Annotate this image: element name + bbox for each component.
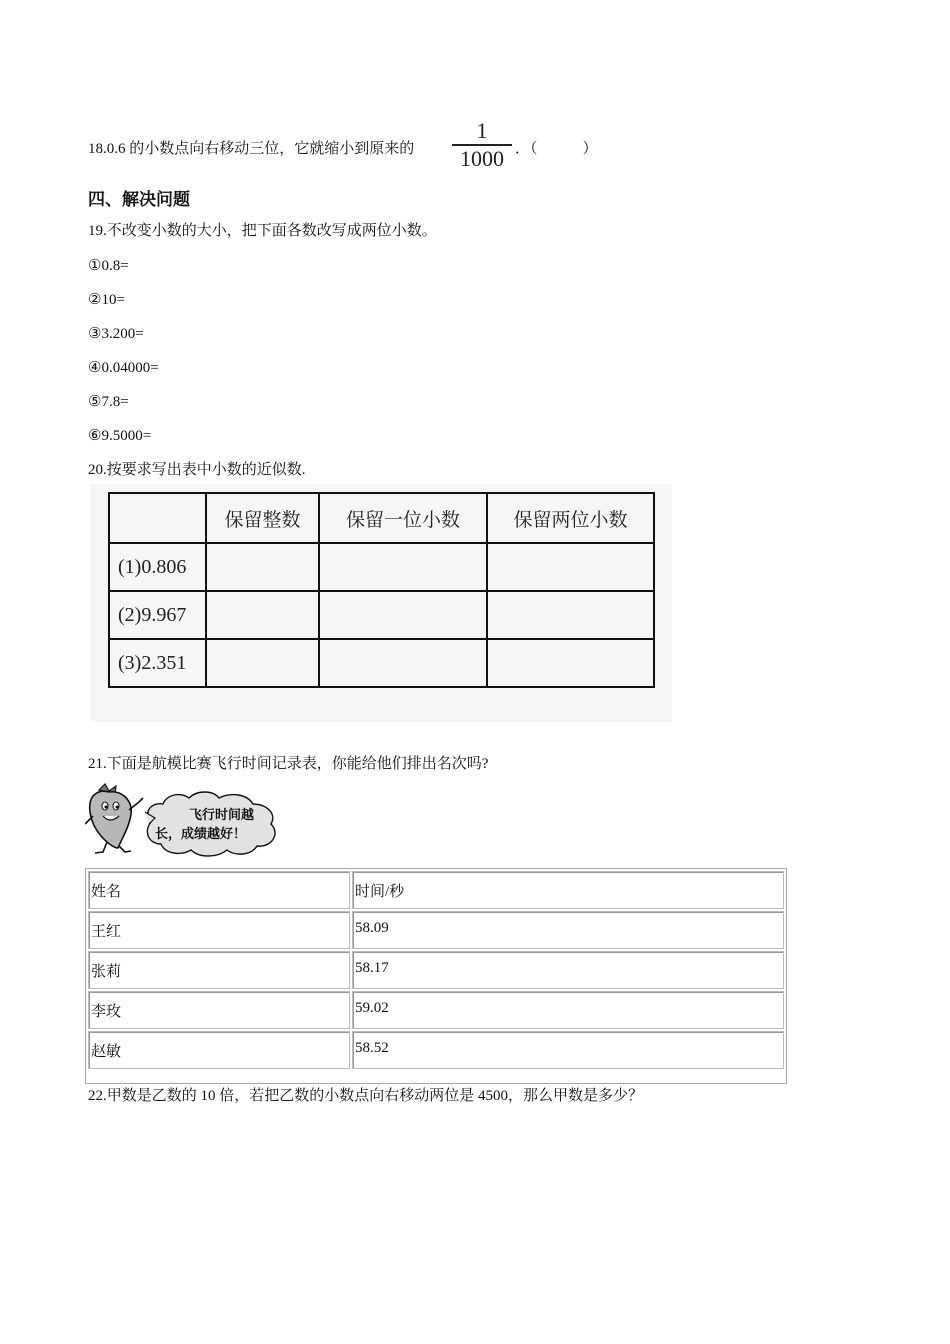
- answer-cell[interactable]: [206, 543, 319, 591]
- table-row: [88, 991, 784, 1029]
- answer-cell[interactable]: [487, 543, 654, 591]
- question-20-prompt: 20.按要求写出表中小数的近似数.: [88, 462, 306, 478]
- table-header-cell: 保留两位小数: [487, 493, 654, 543]
- table-cell-time: 58.09: [352, 911, 784, 949]
- answer-cell[interactable]: [487, 639, 654, 687]
- table-header-cell: 时间/秒: [352, 871, 784, 909]
- q19-item: ⑥9.5000=: [88, 428, 152, 444]
- q19-item: ②10=: [88, 292, 125, 308]
- approximation-table-image: [90, 484, 672, 722]
- table-cell-name: 张莉: [88, 951, 350, 989]
- q19-item: ①0.8=: [88, 258, 129, 274]
- table-row-label: (3)2.351: [109, 639, 206, 687]
- table-header-cell: 姓名: [88, 871, 350, 909]
- answer-cell[interactable]: [319, 543, 487, 591]
- table-cell-name: 赵敏: [88, 1031, 350, 1069]
- question-18-text: 18.0.6 的小数点向右移动三位，它就缩小到原来的: [88, 141, 415, 157]
- answer-cell[interactable]: [206, 591, 319, 639]
- question-18-answer-blank: ．（ ）: [515, 141, 598, 157]
- table-cell-time: 58.17: [352, 951, 784, 989]
- q19-item: ③3.200=: [88, 326, 144, 342]
- table-row: [88, 911, 784, 949]
- strawberry-mascot-icon: [85, 782, 290, 858]
- fraction-numerator: 1: [476, 118, 488, 143]
- bubble-text-line1: 飞行时间越: [189, 808, 255, 823]
- table-header-cell: [109, 493, 206, 543]
- fraction-one-thousandth: [452, 119, 512, 171]
- question-22-prompt: 22.甲数是乙数的 10 倍，若把乙数的小数点向右移动两位是 4500，那么甲数是多少？: [88, 1088, 644, 1104]
- bubble-text-line2: 长，成绩越好！: [155, 827, 247, 842]
- table-cell-name: 李玫: [88, 991, 350, 1029]
- table-header-cell: 保留一位小数: [319, 493, 487, 543]
- cartoon-illustration: [85, 782, 290, 858]
- fraction-denominator: 1000: [460, 145, 504, 171]
- answer-cell[interactable]: [487, 591, 654, 639]
- q19-item: ⑤7.8=: [88, 394, 129, 410]
- table-header-cell: 保留整数: [206, 493, 319, 543]
- question-19-prompt: 19.不改变小数的大小，把下面各数改写成两位小数。: [88, 223, 437, 239]
- table-row: [88, 871, 784, 909]
- table-cell-time: 58.52: [352, 1031, 784, 1069]
- table-row: [88, 1031, 784, 1069]
- question-21-prompt: 21.下面是航模比赛飞行时间记录表，你能给他们排出名次吗?: [88, 756, 489, 772]
- table-row-label: (1)0.806: [109, 543, 206, 591]
- table-cell-name: 王红: [88, 911, 350, 949]
- q19-item: ④0.04000=: [88, 360, 159, 376]
- answer-cell[interactable]: [319, 591, 487, 639]
- table-row-label: (2)9.967: [109, 591, 206, 639]
- section-title: 四、解决问题: [88, 190, 190, 210]
- flight-time-table: [85, 868, 787, 1084]
- approximation-table: [108, 492, 655, 688]
- table-row: [88, 951, 784, 989]
- answer-cell[interactable]: [206, 639, 319, 687]
- answer-cell[interactable]: [319, 639, 487, 687]
- table-cell-time: 59.02: [352, 991, 784, 1029]
